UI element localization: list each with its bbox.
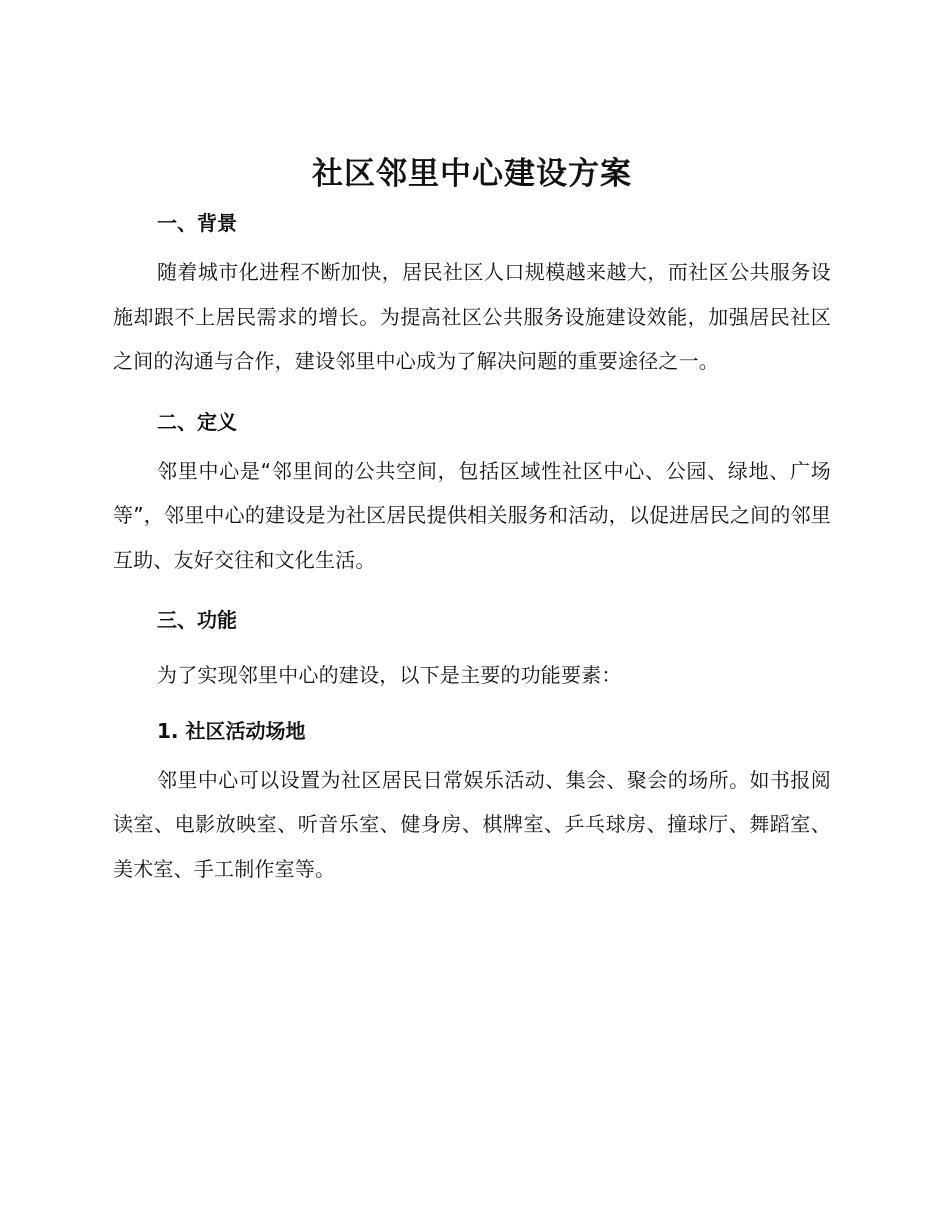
spacer [113, 582, 831, 605]
spacer [113, 437, 831, 449]
section-paragraph: 为了实现邻里中心的建设，以下是主要的功能要素： [157, 663, 622, 687]
spacer [113, 698, 831, 716]
section-heading: 三、功能 [157, 608, 237, 632]
spacer [113, 384, 831, 407]
spacer [113, 746, 831, 758]
spacer [113, 635, 831, 653]
section-background [113, 208, 831, 384]
subsection-heading: 1. 社区活动场地 [157, 718, 306, 743]
section-heading: 二、定义 [157, 409, 237, 434]
section-definition [113, 407, 831, 583]
section-function [113, 605, 831, 891]
section-heading: 一、背景 [157, 211, 237, 235]
document-page [113, 150, 831, 891]
spacer [113, 198, 831, 208]
spacer [113, 238, 831, 250]
section-paragraph: 随着城市化进程不断加快，居民社区人口规模越来越大，而社区公共服务设施却跟不上居民需求的增长。为提高社区公共服务设施建设效能，加强居民社区之间的沟通与合作，建设邻里中心成为了解决问题的重要途径之一。 [113, 260, 831, 373]
document-title: 社区邻里中心建设方案 [312, 156, 632, 192]
section-paragraph: 邻里中心是“邻里间的公共空间，包括区域性社区中心、公园、绿地、广场等”，邻里中心的建设是为社区居民提供相关服务和活动，以促进居民之间的邻里互助、友好交往和文化生活。 [113, 458, 831, 572]
subsection-paragraph: 邻里中心可以设置为社区居民日常娱乐活动、集会、聚会的场所。如书报阅读室、电影放映室、听音乐室、健身房、棋牌室、乒乓球房、撞球厅、舞蹈室、美术室、手工制作室等。 [113, 767, 831, 881]
